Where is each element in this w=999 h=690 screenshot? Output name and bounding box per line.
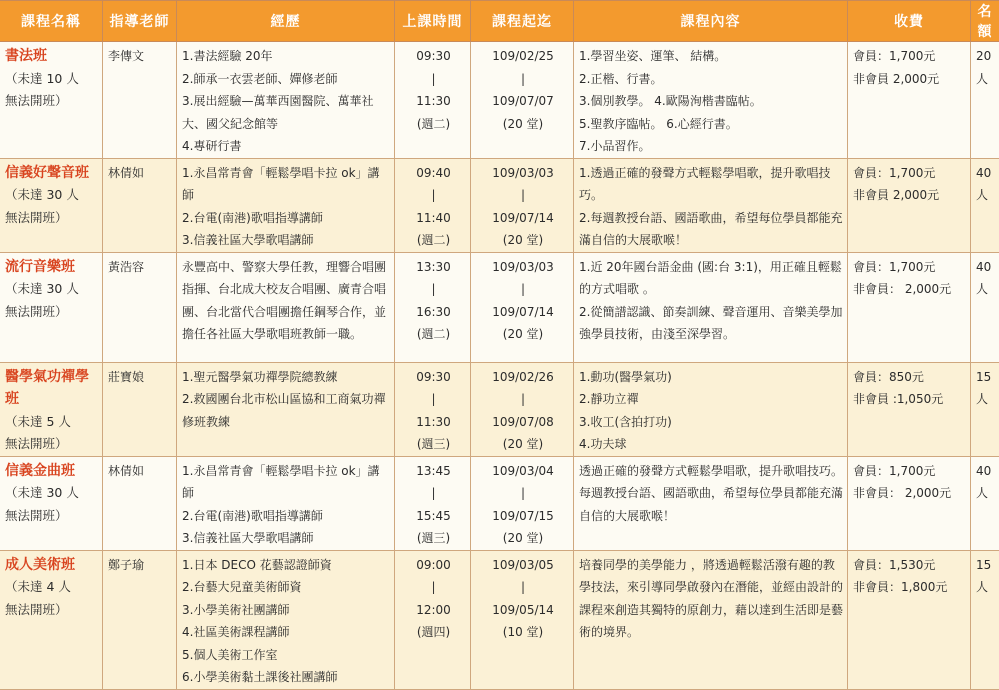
course-period-cell — [471, 456, 574, 550]
header-course-name: 課程名稱 — [0, 1, 103, 42]
date-start: 109/03/03 — [476, 256, 570, 279]
experience-line: 1.書法經驗 20年 — [182, 45, 391, 68]
quota-cell — [971, 456, 999, 550]
fee-member: 會員：1,530元 — [853, 554, 967, 577]
experience-cell — [177, 158, 395, 252]
experience-line: 永豐高中、警察大學任教，理響合唱團指揮、台北成大校友合唱團、廣青合唱團、台北當代合唱團擔任鋼琴合作，並擔任各社區大學歌唱班教師一職。 — [182, 256, 391, 346]
quota-cell — [971, 550, 999, 689]
fee-nonmember: 非會員： 2,000元 — [853, 278, 967, 301]
experience-line: 2.台藝大兒童美術師資 — [182, 576, 391, 599]
content-line: 培養同學的美學能力 ，將透過輕鬆活潑有趣的教學技法，來引導同學啟發內在潛能，並經由設計的課程來創造其獨特的原創力，藉以達到生活即是藝術的境界。 — [579, 554, 844, 644]
experience-line: 3.信義社區大學歌唱講師 — [182, 527, 391, 550]
date-start: 109/03/03 — [476, 162, 570, 185]
sessions: (10 堂) — [476, 621, 570, 644]
fee-nonmember: 非會員： 2,000元 — [853, 482, 967, 505]
course-content-cell — [574, 456, 848, 550]
teacher-name: 林倩如 — [108, 460, 173, 483]
course-period-cell — [471, 362, 574, 456]
enrollment-note: （未達 30 人 無法開班） — [5, 278, 99, 323]
teacher-cell — [103, 362, 177, 456]
content-line: 2.每週教授台語、國語歌曲，希望每位學員都能充滿自信的大展歌喉！ — [579, 207, 844, 252]
course-period-cell — [471, 158, 574, 252]
time-start: 13:45 — [400, 460, 467, 483]
content-line: 2.靜功立禪 — [579, 388, 844, 411]
fee-cell — [848, 456, 971, 550]
course-content-cell — [574, 252, 848, 362]
teacher-name: 林倩如 — [108, 162, 173, 185]
experience-cell — [177, 456, 395, 550]
time-end: 11:30 — [400, 411, 467, 434]
content-line: 1.透過正確的發聲方式輕鬆學唱歌，提升歌唱技巧。 — [579, 162, 844, 207]
weekday: (週二) — [400, 229, 467, 252]
enrollment-note: （未達 30 人 無法開班） — [5, 184, 99, 229]
sessions: (20 堂) — [476, 433, 570, 456]
time-end: 11:40 — [400, 207, 467, 230]
enrollment-note: （未達 10 人 無法開班） — [5, 68, 99, 113]
course-name: 信義金曲班 — [5, 460, 99, 483]
sessions: (20 堂) — [476, 113, 570, 136]
course-period-cell — [471, 42, 574, 159]
experience-line: 5.個人美術工作室 — [182, 644, 391, 667]
table-row — [0, 550, 999, 689]
quota-cell — [971, 362, 999, 456]
fee-nonmember: 非會員：1,800元 — [853, 576, 967, 599]
experience-line: 1.永昌常青會「輕鬆學唱卡拉 ok」講師 — [182, 460, 391, 505]
teacher-cell — [103, 550, 177, 689]
fee-member: 會員：1,700元 — [853, 45, 967, 68]
class-time-cell — [395, 456, 471, 550]
quota-cell — [971, 252, 999, 362]
teacher-cell — [103, 42, 177, 159]
experience-line: 2.台電(南港)歌唱指導講師 — [182, 207, 391, 230]
date-start: 109/03/04 — [476, 460, 570, 483]
quota: 40人 — [976, 256, 996, 301]
separator: | — [400, 68, 467, 91]
quota: 15人 — [976, 366, 996, 411]
course-name: 成人美術班 — [5, 554, 99, 577]
experience-line: 3.展出經驗—萬華西園醫院、萬華社大、國父紀念館等 — [182, 90, 391, 135]
date-end: 109/07/07 — [476, 90, 570, 113]
quota: 40人 — [976, 460, 996, 505]
sessions: (20 堂) — [476, 229, 570, 252]
header-course-content: 課程內容 — [574, 1, 848, 42]
content-line: 1.動功(醫學氣功) — [579, 366, 844, 389]
course-content-cell — [574, 42, 848, 159]
content-line: 1.學習坐姿、運筆、 結構。 — [579, 45, 844, 68]
date-start: 109/02/25 — [476, 45, 570, 68]
separator: | — [476, 68, 570, 91]
date-end: 109/07/15 — [476, 505, 570, 528]
fee-member: 會員：1,700元 — [853, 162, 967, 185]
content-line: 2.正楷、行書。 — [579, 68, 844, 91]
course-period-cell — [471, 550, 574, 689]
experience-line: 1.永昌常青會「輕鬆學唱卡拉 ok」講師 — [182, 162, 391, 207]
content-line: 2.從簡譜認識、節奏訓練、聲音運用、音樂美學加強學員技術，由淺至深學習。 — [579, 301, 844, 346]
experience-line: 6.小學美術黏土課後社團講師 — [182, 666, 391, 689]
table-row — [0, 158, 999, 252]
course-content-cell — [574, 550, 848, 689]
experience-cell — [177, 362, 395, 456]
separator: | — [400, 576, 467, 599]
quota: 15人 — [976, 554, 996, 599]
content-line: 3.收工(含拍打功) — [579, 411, 844, 434]
time-start: 09:30 — [400, 45, 467, 68]
experience-line: 4.社區美術課程講師 — [182, 621, 391, 644]
class-time-cell — [395, 550, 471, 689]
quota: 40人 — [976, 162, 996, 207]
header-teacher: 指導老師 — [103, 1, 177, 42]
fee-cell — [848, 42, 971, 159]
header-row — [0, 1, 999, 42]
content-line: 5.聖教序臨帖。 6.心經行書。 — [579, 113, 844, 136]
date-end: 109/07/08 — [476, 411, 570, 434]
experience-line: 2.救國團台北市松山區協和工商氣功禪修班教練 — [182, 388, 391, 433]
experience-cell — [177, 252, 395, 362]
table-row — [0, 252, 999, 362]
weekday: (週二) — [400, 323, 467, 346]
experience-line: 3.信義社區大學歌唱講師 — [182, 229, 391, 252]
weekday: (週三) — [400, 527, 467, 550]
fee-cell — [848, 550, 971, 689]
table-row — [0, 362, 999, 456]
teacher-name: 莊寶娘 — [108, 366, 173, 389]
time-start: 13:30 — [400, 256, 467, 279]
content-line: 3.個別教學。 4.歐陽洵楷書臨帖。 — [579, 90, 844, 113]
separator: | — [400, 278, 467, 301]
course-name-cell — [0, 158, 103, 252]
date-start: 109/02/26 — [476, 366, 570, 389]
sessions: (20 堂) — [476, 527, 570, 550]
course-name-cell — [0, 456, 103, 550]
teacher-cell — [103, 158, 177, 252]
enrollment-note: （未達 4 人 無法開班） — [5, 576, 99, 621]
date-end: 109/07/14 — [476, 301, 570, 324]
fee-cell — [848, 158, 971, 252]
course-name-cell — [0, 252, 103, 362]
time-end: 16:30 — [400, 301, 467, 324]
class-time-cell — [395, 362, 471, 456]
quota-cell — [971, 158, 999, 252]
weekday: (週四) — [400, 621, 467, 644]
class-time-cell — [395, 158, 471, 252]
experience-line: 1.聖元醫學氣功禪學院總教練 — [182, 366, 391, 389]
time-end: 11:30 — [400, 90, 467, 113]
course-name: 信義好聲音班 — [5, 162, 99, 185]
experience-cell — [177, 42, 395, 159]
experience-line: 1.日本 DECO 花藝認證師資 — [182, 554, 391, 577]
experience-line: 3.小學美術社團講師 — [182, 599, 391, 622]
time-start: 09:00 — [400, 554, 467, 577]
fee-cell — [848, 362, 971, 456]
header-experience: 經歷 — [177, 1, 395, 42]
date-end: 109/05/14 — [476, 599, 570, 622]
teacher-cell — [103, 456, 177, 550]
time-start: 09:30 — [400, 366, 467, 389]
content-line: 4.功夫球 — [579, 433, 844, 456]
content-line: 7.小品習作。 — [579, 135, 844, 158]
course-name: 醫學氣功禪學班 — [5, 366, 99, 411]
experience-line: 2.台電(南港)歌唱指導講師 — [182, 505, 391, 528]
separator: | — [476, 278, 570, 301]
content-line: 1.近 20年國台語金曲 (國:台 3:1)，用正確且輕鬆的方式唱歌 。 — [579, 256, 844, 301]
fee-member: 會員：1,700元 — [853, 256, 967, 279]
quota: 20人 — [976, 45, 996, 90]
table-row — [0, 42, 999, 159]
fee-nonmember: 非會員 :1,050元 — [853, 388, 967, 411]
time-end: 12:00 — [400, 599, 467, 622]
time-end: 15:45 — [400, 505, 467, 528]
separator: | — [400, 482, 467, 505]
class-time-cell — [395, 252, 471, 362]
teacher-name: 鄭子瑜 — [108, 554, 173, 577]
sessions: (20 堂) — [476, 323, 570, 346]
enrollment-note: （未達 5 人 無法開班） — [5, 411, 99, 456]
header-class-time: 上課時間 — [395, 1, 471, 42]
time-start: 09:40 — [400, 162, 467, 185]
separator: | — [476, 184, 570, 207]
table-row — [0, 456, 999, 550]
fee-member: 會員：850元 — [853, 366, 967, 389]
fee-nonmember: 非會員 2,000元 — [853, 68, 967, 91]
weekday: (週三) — [400, 433, 467, 456]
experience-line: 2.師承一衣雲老師、嬋修老師 — [182, 68, 391, 91]
content-line: 透過正確的發聲方式輕鬆學唱歌，提升歌唱技巧。每週教授台語、國語歌曲，希望每位學員都能充滿自信的大展歌喉！ — [579, 460, 844, 528]
quota-cell — [971, 42, 999, 159]
separator: | — [476, 482, 570, 505]
header-quota: 名額 — [971, 1, 999, 42]
header-fee: 收費 — [848, 1, 971, 42]
course-content-cell — [574, 158, 848, 252]
course-name-cell — [0, 362, 103, 456]
teacher-name: 黃浩容 — [108, 256, 173, 279]
teacher-cell — [103, 252, 177, 362]
course-name: 書法班 — [5, 45, 99, 68]
course-period-cell — [471, 252, 574, 362]
fee-nonmember: 非會員 2,000元 — [853, 184, 967, 207]
course-name: 流行音樂班 — [5, 256, 99, 279]
separator: | — [476, 576, 570, 599]
course-name-cell — [0, 42, 103, 159]
enrollment-note: （未達 30 人 無法開班） — [5, 482, 99, 527]
experience-line: 4.專研行書 — [182, 135, 391, 158]
class-time-cell — [395, 42, 471, 159]
date-start: 109/03/05 — [476, 554, 570, 577]
fee-member: 會員：1,700元 — [853, 460, 967, 483]
course-name-cell — [0, 550, 103, 689]
fee-cell — [848, 252, 971, 362]
separator: | — [400, 184, 467, 207]
header-course-period: 課程起迄 — [471, 1, 574, 42]
experience-cell — [177, 550, 395, 689]
separator: | — [476, 388, 570, 411]
course-content-cell — [574, 362, 848, 456]
weekday: (週二) — [400, 113, 467, 136]
date-end: 109/07/14 — [476, 207, 570, 230]
separator: | — [400, 388, 467, 411]
teacher-name: 李傳文 — [108, 45, 173, 68]
